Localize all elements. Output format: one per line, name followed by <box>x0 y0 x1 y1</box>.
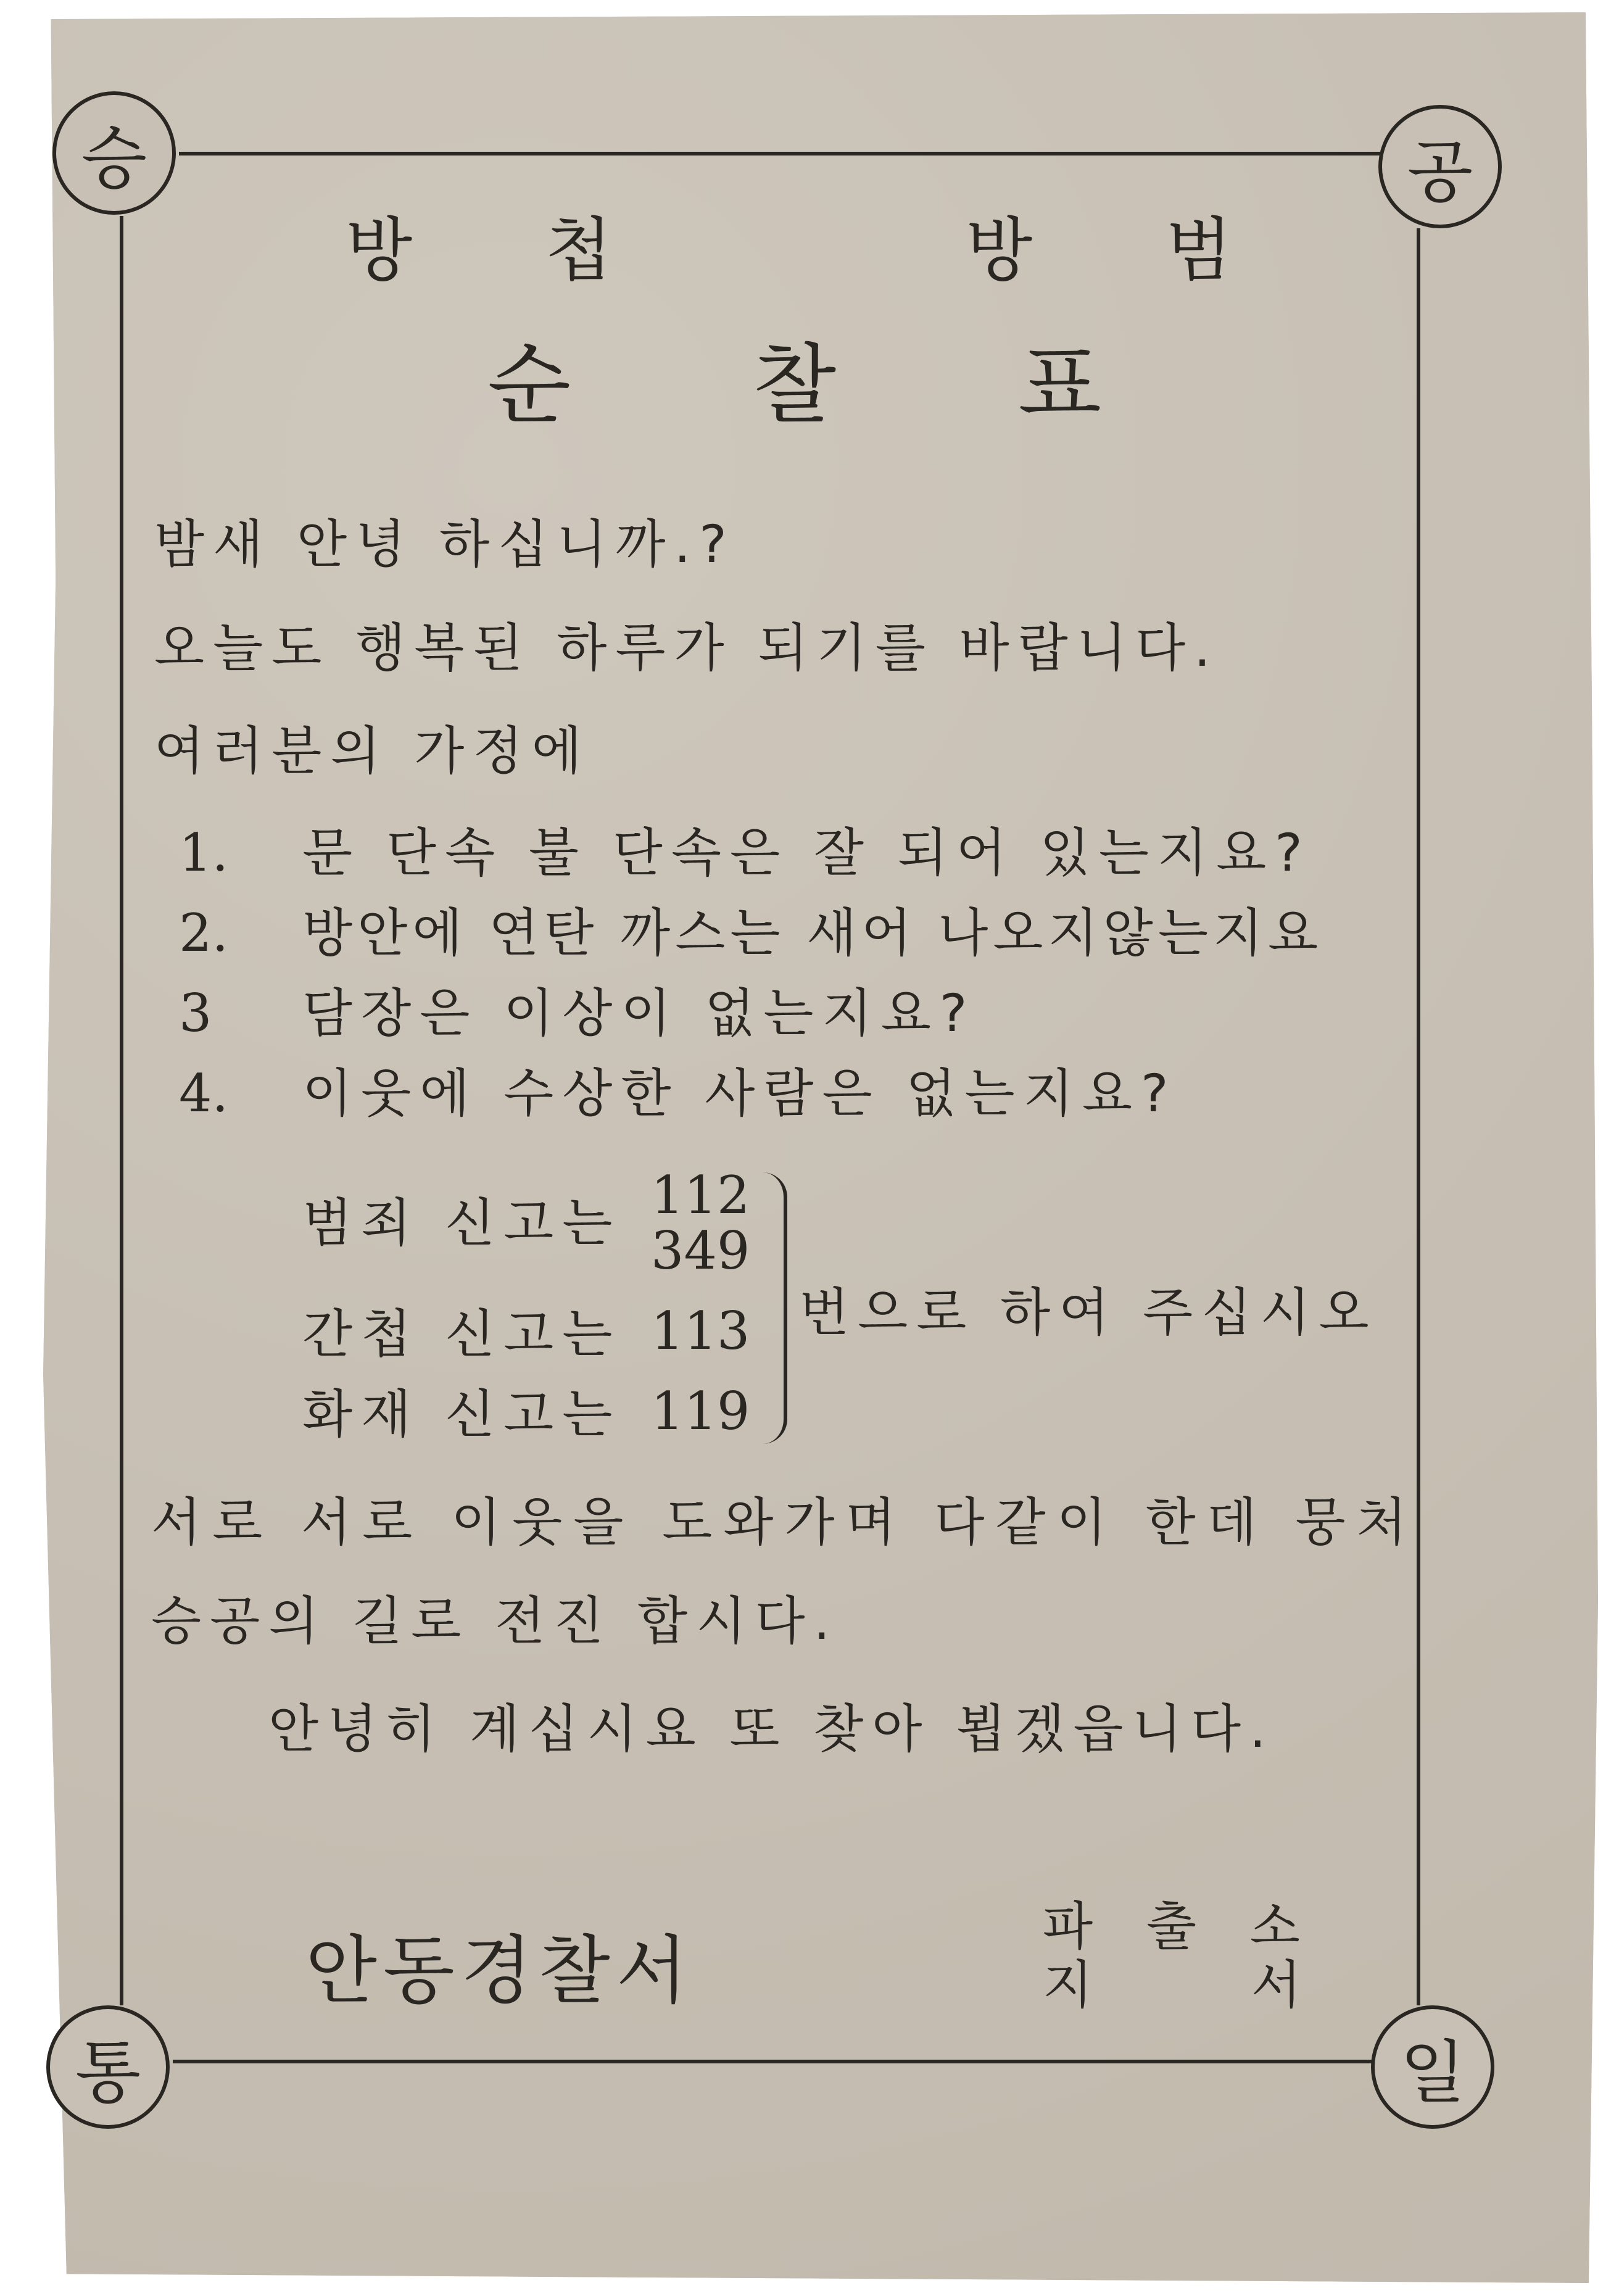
branch-station-label: 지 서 <box>1043 1955 1320 2015</box>
corner-seal-bottom-left: 통 <box>46 2005 170 2129</box>
title-crime-prevention: 방 범 <box>966 210 1288 291</box>
police-station-name: 안동경찰서 <box>305 1928 694 2014</box>
report-number: 349 <box>651 1221 750 1281</box>
report-label-crime: 범죄 신고는 <box>302 1193 621 1253</box>
report-label-spy: 간첩 신고는 <box>302 1304 621 1364</box>
report-number: 113 <box>651 1301 750 1361</box>
title-main-1: 순 <box>487 335 571 436</box>
title-anti-espionage: 방 첩 <box>346 210 668 291</box>
branch-office-label: 파 출 소 <box>1043 1896 1319 1957</box>
greeting-line: 오늘도 행복된 하루가 되기를 바랍니다. <box>154 618 1219 678</box>
frame-left <box>120 216 123 2005</box>
closing-line: 서로 서로 이웃을 도와가며 다같이 한데 뭉처 <box>151 1492 1418 1552</box>
report-number: 119 <box>651 1381 750 1441</box>
greeting-line: 여러분의 가정에 <box>154 721 590 781</box>
checklist-number: 3 <box>179 983 212 1043</box>
checklist-item: 이웃에 수상한 사람은 없는지요? <box>302 1063 1177 1124</box>
report-instruction: 번으로 하여 주십시오 <box>799 1282 1378 1343</box>
frame-top <box>179 152 1382 155</box>
brace <box>759 1172 787 1444</box>
corner-seal-top-right: 공 <box>1378 105 1502 228</box>
frame-bottom <box>173 2060 1376 2063</box>
corner-seal-bottom-right: 일 <box>1371 2005 1494 2129</box>
report-label-fire: 화재 신고는 <box>302 1384 621 1444</box>
closing-line: 승공의 길로 전진 합시다. <box>151 1591 839 1651</box>
checklist-number: 2. <box>179 903 229 963</box>
checklist-number: 1. <box>179 823 229 883</box>
checklist-item: 문 단속 불 단속은 잘 되어 있는지요? <box>302 823 1311 883</box>
closing-line: 안녕히 계십시요 또 찾아 뵙겠읍니다. <box>268 1699 1275 1759</box>
checklist-item: 방안에 연탄 까스는 새어 나오지않는지요 <box>302 903 1323 963</box>
corner-seal-top-left: 승 <box>52 91 176 215</box>
title-main-2: 찰 <box>753 335 837 436</box>
greeting-line: 밤새 안녕 하십니까.? <box>154 514 735 574</box>
checklist-number: 4. <box>179 1063 229 1124</box>
title-main-3: 표 <box>1018 335 1102 436</box>
frame-right <box>1417 228 1420 2005</box>
report-number: 112 <box>651 1165 750 1225</box>
checklist-item: 담장은 이상이 없는지요? <box>302 983 976 1043</box>
